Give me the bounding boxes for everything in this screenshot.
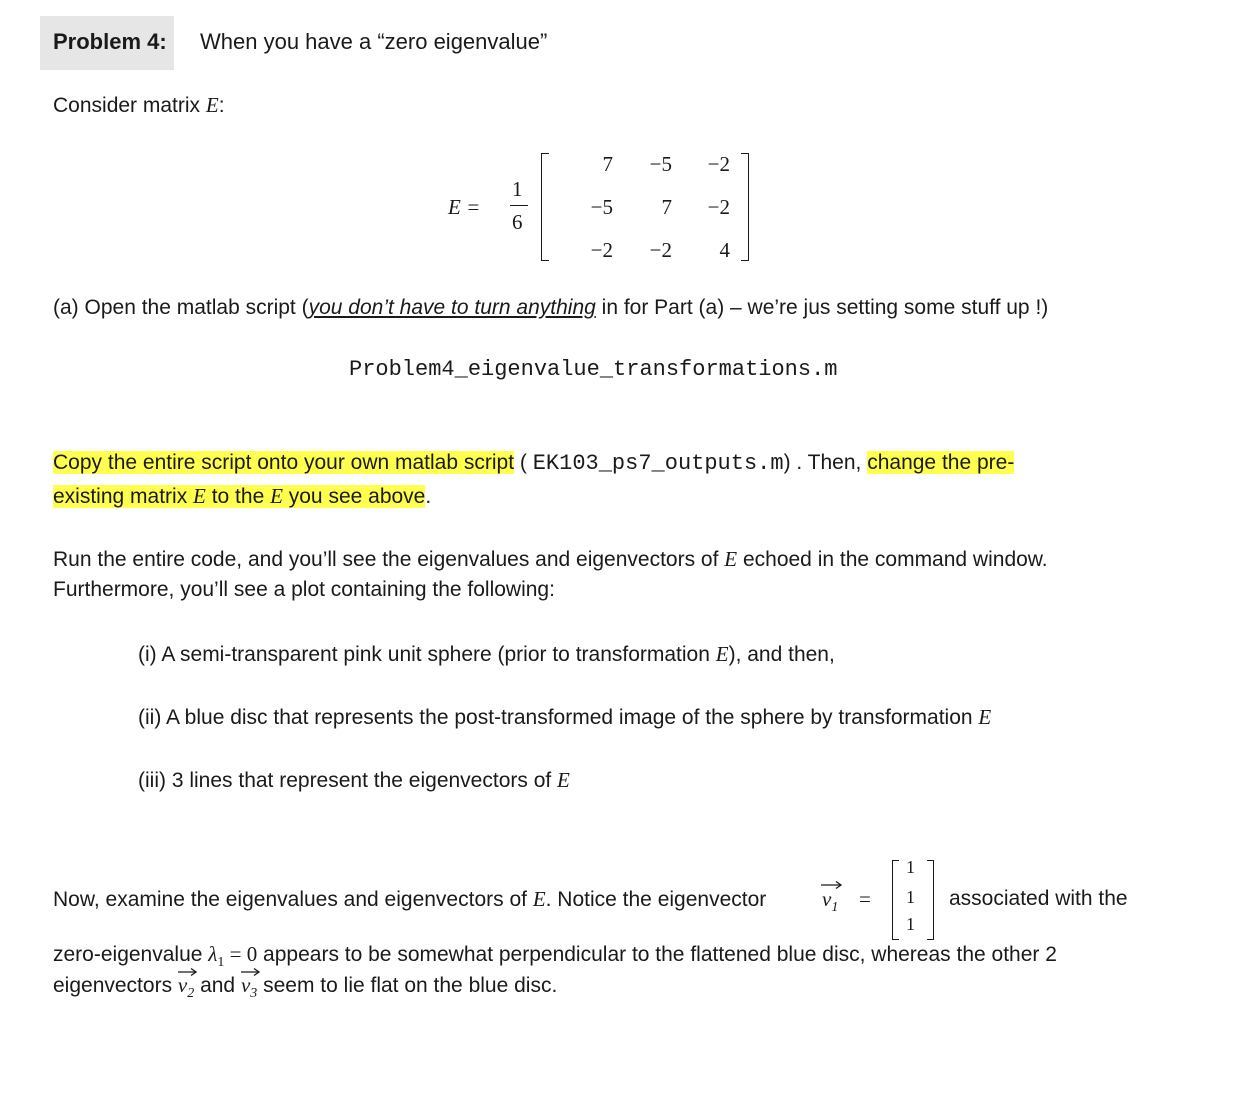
fraction-bar: [510, 205, 528, 206]
matrix-cell: −5: [590, 195, 613, 219]
copy-line-2: existing matrix E to the E you see above.: [53, 484, 432, 508]
matrix-cell: −5: [649, 152, 672, 176]
equals-sign: =: [859, 887, 871, 911]
matrix-cell: 4: [719, 238, 730, 262]
list-item: (i) A semi-transparent pink unit sphere (prior to transformation E), and then,: [138, 642, 835, 666]
vector-right-bracket: [927, 860, 934, 940]
fraction-numerator: 1: [512, 177, 523, 201]
copy-line-1: Copy the entire script onto your own matlab script ( EK103_ps7_outputs.m) . Then, change the pre-: [53, 451, 1015, 476]
vector-entry: 1: [906, 887, 915, 907]
matrix-left-bracket: [541, 153, 549, 261]
eigenvector-v3: $v_3$: [241, 973, 257, 997]
matrix-lhs: E =: [448, 195, 481, 219]
run-line-1: Run the entire code, and you’ll see the eigenvalues and eigenvectors of E echoed in the command window.: [53, 547, 1048, 571]
vector-arrow-icon: [820, 880, 844, 890]
vector-entry: 1: [906, 857, 915, 877]
matrix-cell: 7: [602, 152, 613, 176]
intro-line: Consider matrix E:: [53, 93, 225, 117]
script-filename: Problem4_eigenvalue_transformations.m: [349, 357, 838, 382]
run-line-2: Furthermore, you’ll see a plot containing the following:: [53, 578, 555, 601]
eigenvector-v2: $v_2$: [178, 973, 194, 997]
problem-title: When you have a “zero eigenvalue”: [200, 29, 548, 54]
vector-arrow-icon: [240, 967, 262, 977]
matrix-cell: −2: [707, 195, 730, 219]
vector-left-bracket: [892, 860, 899, 940]
vector-entry: 1: [906, 914, 915, 934]
part-a-line: (a) Open the matlab script (you don’t have to turn anything in for Part (a) – we’re jus setting some stuff up !): [53, 296, 1049, 319]
matrix-cell: −2: [707, 152, 730, 176]
vector-arrow-icon: [177, 967, 199, 977]
matrix-cell: 7: [661, 195, 672, 219]
final-line-1: Now, examine the eigenvalues and eigenvectors of E. Notice the eigenvector: [53, 887, 767, 911]
matrix-right-bracket: [741, 153, 749, 261]
final-line-2: zero-eigenvalue $\lambda_1 = 0$ appears to be somewhat perpendicular to the flattened blue disc, whereas the other 2: [53, 942, 1057, 971]
final-line-1-end: associated with the: [949, 887, 1128, 910]
list-item: (iii) 3 lines that represent the eigenvectors of E: [138, 768, 570, 792]
eigenvector-v1: $v_1$: [822, 887, 839, 916]
list-item: (ii) A blue disc that represents the post-transformed image of the sphere by transformation E: [138, 705, 992, 729]
final-line-3: eigenvectors $v_2$ and $v_3$ seem to lie flat on the blue disc.: [53, 973, 557, 1002]
problem-label: Problem 4:: [53, 29, 167, 54]
matrix-cell: −2: [590, 238, 613, 262]
fraction-denominator: 6: [512, 210, 523, 234]
matrix-cell: −2: [649, 238, 672, 262]
